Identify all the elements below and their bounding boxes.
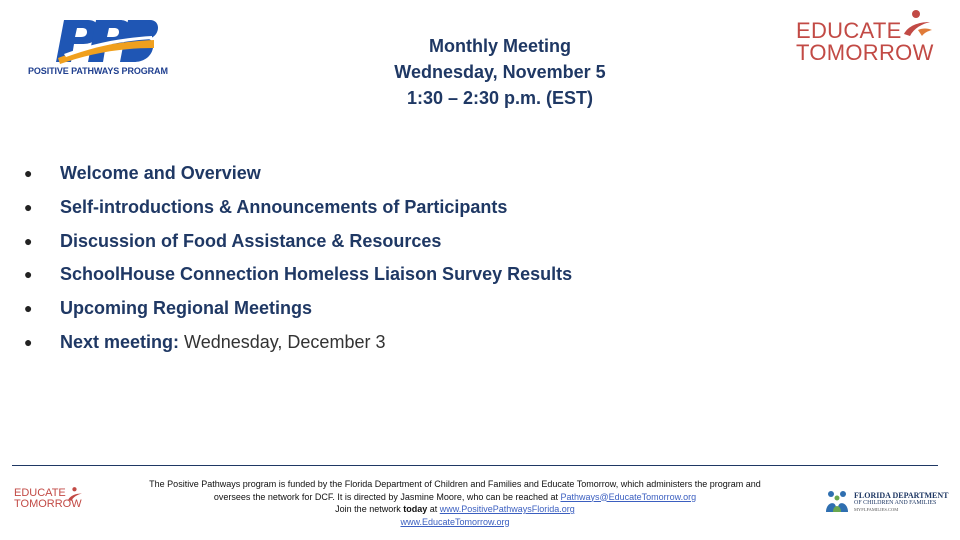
footer-line-3-text: Join the network: [335, 504, 404, 514]
meeting-title: [340, 33, 660, 111]
agenda-item-text: SchoolHouse Connection Homeless Liaison Survey Results: [60, 264, 573, 285]
agenda-item-text: Discussion of Food Assistance & Resources: [60, 230, 442, 251]
bullet-icon: ●: [24, 198, 33, 215]
educate-tomorrow-footer-logo: [14, 486, 90, 514]
bullet-icon: ●: [24, 232, 33, 249]
positive-pathways-link[interactable]: www.PositivePathwaysFlorida.org: [439, 504, 575, 514]
footer-line-4: [110, 516, 800, 529]
dcf-line-2: OF CHILDREN AND FAMILIES: [854, 500, 937, 506]
next-meeting-date: Wednesday, December 3: [179, 331, 386, 352]
educate-tomorrow-footer-swoosh-icon: [66, 486, 84, 502]
educate-tomorrow-link[interactable]: www.EducateTomorrow.org: [400, 516, 510, 527]
footer-line-2: [110, 491, 800, 504]
educate-tomorrow-word-2: TOMORROW: [796, 40, 934, 65]
florida-dcf-logo: [824, 488, 949, 518]
bullet-icon: ●: [24, 333, 33, 350]
educate-tomorrow-footer-word-1: EDUCATE: [14, 487, 66, 499]
positive-pathways-logo: [28, 16, 168, 80]
email-link[interactable]: Pathways@EducateTomorrow.org: [560, 491, 697, 502]
bullet-icon: ●: [24, 300, 33, 317]
title-line-2: Wednesday, November 5: [394, 62, 606, 82]
footer-text: [110, 478, 800, 528]
ppp-logo-mark: [54, 18, 158, 64]
footer-line-3-at: at: [427, 504, 440, 514]
dcf-family-icon: [824, 488, 850, 514]
footer-line-1: The Positive Pathways program is funded by the Florida Department of Children and Families and Educate Tomorrow, which administers the program and: [149, 479, 761, 489]
dcf-line-1: FLORIDA DEPARTMENT: [854, 491, 949, 500]
ppp-logo-text: POSITIVE PATHWAYS PROGRAM: [28, 66, 168, 76]
educate-tomorrow-footer-word-2: TOMORROW: [14, 498, 82, 510]
footer-line-3: [110, 503, 800, 516]
educate-tomorrow-logo: [796, 8, 946, 64]
footer-line-2-text: oversees the network for DCF. It is directed by Jasmine Moore, who can be reached at: [213, 491, 561, 502]
dcf-line-3: MYFLFAMILIES.COM: [854, 507, 899, 512]
title-line-3: 1:30 – 2:30 p.m. (EST): [406, 88, 594, 108]
title-line-1: Monthly Meeting: [429, 36, 571, 56]
agenda-item-text: Welcome and Overview: [60, 163, 261, 183]
dcf-logo-text: [854, 491, 949, 513]
agenda-item-text: Upcoming Regional Meetings: [60, 298, 313, 319]
footer-divider: [12, 465, 938, 466]
bullet-icon: ●: [24, 165, 33, 181]
educate-tomorrow-word-1: EDUCATE: [796, 18, 902, 43]
next-meeting-text: [60, 329, 385, 355]
bullet-icon: ●: [24, 266, 33, 283]
agenda-item-text: Self-introductions & Announcements of Participants: [60, 196, 508, 217]
educate-tomorrow-swoosh-icon: [900, 8, 934, 38]
next-meeting-label: Next meeting:: [60, 331, 180, 352]
footer-today: today: [403, 504, 428, 514]
